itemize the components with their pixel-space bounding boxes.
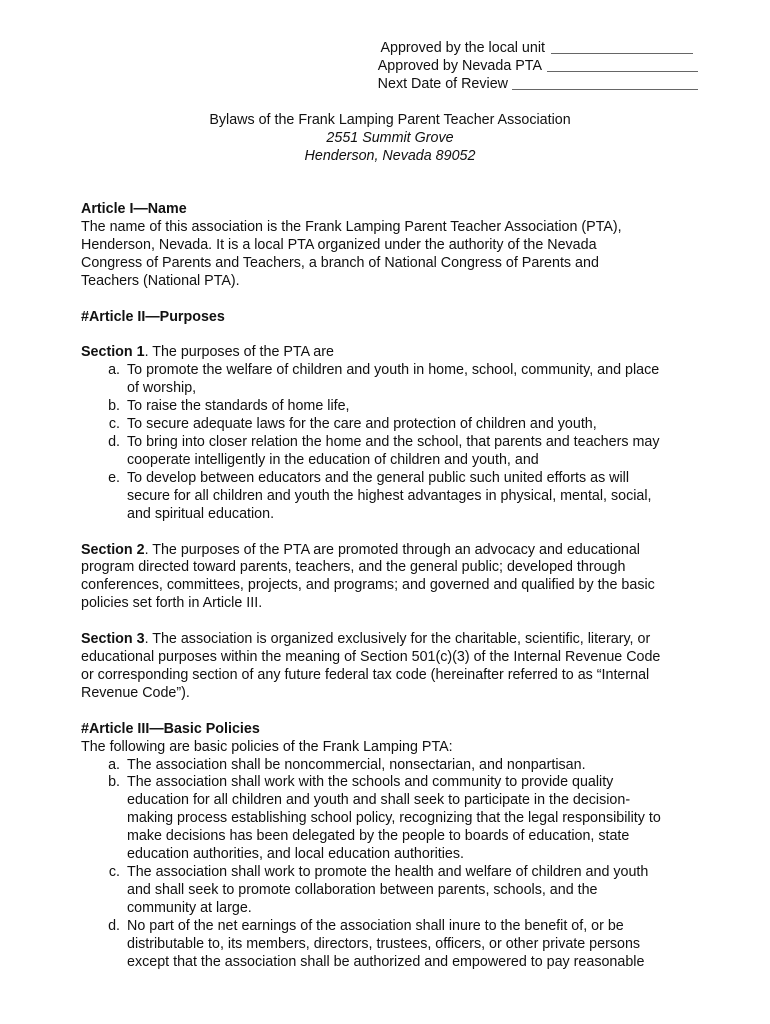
list-marker: b. <box>108 398 120 415</box>
list-marker: b. <box>108 774 120 791</box>
list-marker: c. <box>108 864 120 880</box>
text-line: cooperate intelligently in the education of children and youth, and <box>127 451 539 468</box>
section-2-paragraph <box>81 542 701 614</box>
section-label: Section 1 <box>81 344 145 361</box>
text-line: To develop between educators and the general public such united efforts as will <box>127 469 630 486</box>
article-1-paragraph <box>81 219 701 291</box>
list-item <box>81 864 701 918</box>
text-line: The association shall work with the schools and community to provide quality <box>127 774 614 791</box>
list-item <box>81 416 701 434</box>
section-1-list <box>81 362 701 523</box>
section-label: Section 3 <box>81 631 145 648</box>
list-item <box>81 434 701 470</box>
list-item <box>81 398 701 416</box>
text-line: The association shall be noncommercial, nonsectarian, and nonpartisan. <box>127 756 586 773</box>
section-1-intro <box>81 344 701 362</box>
article-1-heading: Article I—Name <box>81 201 187 217</box>
approval-local-unit <box>0 40 770 58</box>
list-marker: e. <box>108 469 120 486</box>
list-item <box>81 362 701 398</box>
text-line: policies set forth in Article III. <box>81 595 263 612</box>
list-marker: c. <box>108 416 120 433</box>
list-marker: d. <box>108 433 120 450</box>
text-line: distributable to, its members, directors, trustees, officers, or other private persons <box>127 935 641 952</box>
text-line: and shall seek to promote collaboration between parents, schools, and the <box>127 881 598 898</box>
approval-nevada-pta <box>0 58 770 76</box>
text-line: or corresponding section of any future federal tax code (hereinafter referred to as “Internal <box>81 666 650 683</box>
section-text: . The purposes of the PTA are <box>144 344 334 361</box>
text-line: make decisions has been delegated by the people to boards of education, state <box>127 828 630 845</box>
approval-review-date <box>0 76 770 94</box>
text-line: Henderson, Nevada. It is a local PTA organized under the authority of the Nevada <box>81 236 597 253</box>
document-title: Bylaws of the Frank Lamping Parent Teacher Association <box>209 112 571 128</box>
article-2-heading: #Article II—Purposes <box>81 308 225 325</box>
text-line: community at large. <box>127 899 252 916</box>
text-line: To bring into closer relation the home and the school, that parents and teachers may <box>127 433 660 450</box>
article-3-intro: The following are basic policies of the Frank Lamping PTA: <box>81 738 453 755</box>
text-line: The name of this association is the Frank Lamping Parent Teacher Association (PTA), <box>81 218 622 235</box>
basic-policies-list <box>81 757 701 972</box>
address-city: Henderson, Nevada 89052 <box>304 147 476 164</box>
text-line: Teachers (National PTA). <box>81 272 240 289</box>
text-line: program directed toward parents, teachers, and the general public; developed through <box>81 559 626 576</box>
text-line <box>81 631 701 649</box>
text-line: educational purposes within the meaning of Section 501(c)(3) of the Internal Revenue Code <box>81 649 661 666</box>
signature-blank <box>547 71 698 72</box>
list-marker: d. <box>108 917 120 934</box>
list-item <box>81 470 701 524</box>
text-line: To promote the welfare of children and youth in home, school, community, and place <box>127 362 660 379</box>
text-line: and spiritual education. <box>127 505 275 522</box>
approval-block <box>0 40 770 94</box>
list-item <box>81 757 701 775</box>
section-label: Section 2 <box>81 541 145 558</box>
text-line: Revenue Code”). <box>81 684 190 701</box>
list-item <box>81 774 701 864</box>
text-line: The association shall work to promote the health and welfare of children and youth <box>127 864 649 880</box>
section-text: . The purposes of the PTA are promoted through an advocacy and educational <box>144 541 640 558</box>
signature-blank <box>512 89 698 90</box>
signature-blank <box>551 53 693 54</box>
text-line: No part of the net earnings of the association shall inure to the benefit of, or be <box>127 917 624 934</box>
address-street: 2551 Summit Grove <box>326 129 454 146</box>
text-line: To raise the standards of home life, <box>127 398 350 415</box>
text-line: To secure adequate laws for the care and protection of children and youth, <box>127 416 597 433</box>
text-line: conferences, committees, projects, and programs; and governed and qualified by the basic <box>81 577 655 594</box>
document-body <box>81 201 701 971</box>
article-3-heading: #Article III—Basic Policies <box>81 720 260 737</box>
text-line: of worship, <box>127 380 197 397</box>
approval-label: Approved by the local unit <box>380 40 545 56</box>
approval-label: Approved by Nevada PTA <box>377 58 542 74</box>
text-line: secure for all children and youth the highest advantages in physical, mental, social, <box>127 487 652 504</box>
list-marker: a. <box>108 756 120 773</box>
text-line <box>81 542 701 560</box>
section-3-paragraph <box>81 631 701 703</box>
document-title-block <box>0 112 770 166</box>
section-text: . The association is organized exclusively for the charitable, scientific, literary, or <box>144 631 651 648</box>
text-line: education authorities, and local education authorities. <box>127 846 464 863</box>
text-line: making process establishing school policy, recognizing that the legal responsibility to <box>127 810 661 827</box>
list-marker: a. <box>108 362 120 379</box>
approval-label: Next Date of Review <box>377 76 508 92</box>
text-line: education for all children and youth and shall seek to participate in the decision- <box>127 792 631 809</box>
list-item <box>81 918 701 972</box>
text-line: except that the association shall be authorized and empowered to pay reasonable <box>127 953 645 970</box>
text-line: Congress of Parents and Teachers, a branch of National Congress of Parents and <box>81 254 599 271</box>
